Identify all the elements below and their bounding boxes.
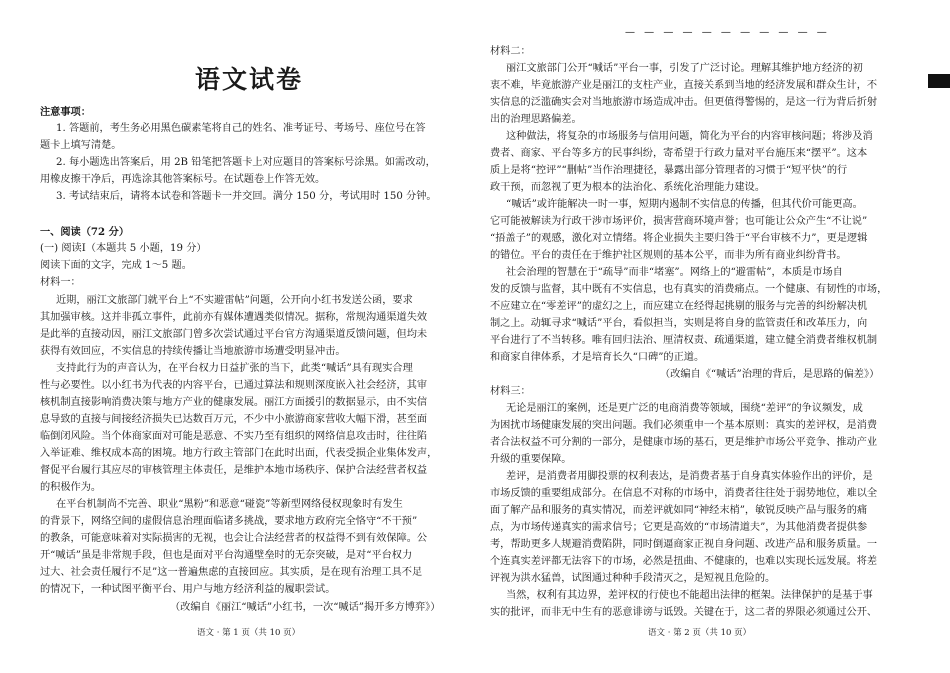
- body-line: 它可能被解读为行政干涉市场评价，损害营商环境声誉；也可能让公众产生“不让说”: [490, 216, 868, 227]
- exam-title: 语文试卷: [195, 65, 304, 94]
- notice-line: 3. 考试结束后，请将本试卷和答题卡一并交回。满分 150 分，考试用时 150 分钟。: [56, 191, 437, 202]
- body-line: 是此举的直接动因，丽江文旅部门曾多次尝试通过平台官方沟通渠道反馈问题，但均未: [40, 329, 428, 340]
- body-line: “捂盖子”的观感，激化对立情绪。将企业损失主要归咎于“平台审核不力”，更是逻辑: [490, 233, 868, 244]
- body-line: 近期，丽江文旅部门就平台上“不实避雷帖”问题，公开向小红书发送公函，要求: [56, 295, 413, 306]
- body-line: 这种做法，将复杂的市场服务与信用问题，简化为平台的内容审核问题；将涉及消: [506, 131, 873, 142]
- body-line: 点，为市场传递真实的需求信号；它更是高效的“市场清道夫”，为其他消费者提供参: [490, 522, 868, 533]
- source-citation: （改编自《丽江“喊话”小红书，一次“喊话”揭开多方博弈》）: [170, 602, 441, 613]
- body-line: “喊话”或许能解决一时一事，短期内遏制不实信息的传播，但其代价可能更高。: [506, 199, 863, 210]
- body-line: 实信息的泛滥确实会对当地旅游市场造成冲击。但更值得警惕的，是这一行为背后折射: [490, 97, 878, 108]
- body-line: 的情况下，一种试图平衡平台、用户与地方经济利益的履职尝试。: [40, 584, 336, 595]
- body-line: 其加强审核。这并非孤立事件，此前亦有媒体遭遇类似情况。据称，常规沟通渠道失效: [40, 312, 428, 323]
- body-line: 获得有效回应，不实信息的持续传播让当地旅游市场遭受明显冲击。: [40, 346, 346, 357]
- body-line: 不应建立在“零差评”的虚幻之上，而应建立在经得起挑剔的服务与完善的纠纷解决机: [490, 301, 868, 312]
- body-line: 评视为洪水猛兽，试图通过种种手段清灭之，是短视且危险的。: [490, 573, 776, 584]
- body-line: 临倒闭风险。当个体商家面对可能是恶意、不实乃至有组织的网络信息攻击时，往往陷: [40, 431, 428, 442]
- body-line: 为困扰市场健康发展的突出问题。我们必须重申一个基本原则：真实的差评权，是消费: [490, 420, 878, 431]
- body-line: 政干预，而忽视了更为根本的法治化、系统化治理能力建设。: [490, 182, 766, 193]
- material-label: 材料一：: [40, 277, 81, 288]
- body-line: 督促平台履行其应尽的审核管理主体责任，是维护本地市场秩序、保护合法经营者权益: [40, 465, 428, 476]
- body-line: 的背景下，网络空间的虚假信息治理面临诸多挑战，要求地方政府完全恪守“不干预”: [40, 516, 418, 527]
- body-line: 质上是将“控评”“删帖”当作治理捷径，暴露出部分管理者的习惯于“短平快”的行: [490, 165, 848, 176]
- body-line: 社会治理的智慧在于“疏导”而非“堵塞”。网络上的“避雷帖”，本质是市场自: [506, 267, 843, 278]
- body-line: 平台进行了不当转移。唯有回归法治、厘清权责、疏通渠道，建立健全消费者维权机制: [490, 335, 878, 346]
- notice-line: 题卡上填写清楚。: [40, 140, 122, 151]
- body-line: 个连真实差评都无法容下的市场，必然是扭曲、不健康的，也难以实现长远发展。将差: [490, 556, 878, 567]
- body-line: 发的反馈与监督，其中既有不实信息，也有真实的消费痛点。一个健康、有韧性的市场，: [490, 284, 888, 295]
- notice-heading: 注意事项：: [40, 106, 91, 118]
- body-line: 费者、商家、平台等多方的民事纠纷，寄希望于行政力量对平台施压来“摆平”。这本: [490, 148, 868, 159]
- exam-page-2: [478, 0, 950, 673]
- body-line: 性与必要性。以小红书为代表的内容平台，已通过算法和规则深度嵌入社会经济，其审: [40, 380, 428, 391]
- page-footer: 语文 · 第 1 页（共 10 页）: [197, 628, 301, 638]
- body-line: 出的治理思路偏差。: [490, 114, 582, 125]
- body-line: 和商家自律体系，才是培育长久“口碑”的正道。: [490, 352, 705, 363]
- body-line: 入举证难、维权成本高的困境。地方行政主管部门在此时出面，代表受损企业集体发声，: [40, 448, 438, 459]
- body-line: 的错位。平台的责任在于维护社区规则的基本公平，而非为所有商业纠纷背书。: [490, 250, 847, 261]
- body-line: 在平台机制尚不完善、职业“黑粉”和恶意“碰瓷”等新型网络侵权现象时有发生: [56, 499, 403, 510]
- material-label: 材料二：: [490, 46, 531, 57]
- material-label: 材料三：: [490, 386, 531, 397]
- exam-page-1: [0, 0, 470, 673]
- source-citation: （改编自《“喊话”治理的背后，是思路的偏差》）: [660, 369, 880, 380]
- notice-line: 1. 答题前，考生务必用黑色碳素笔将自己的姓名、准考证号、考场号、座位号在答: [56, 123, 426, 134]
- section-heading: 一、阅读（72 分）: [40, 226, 130, 238]
- body-line: 的教条，可能意味着对实际损害的无视，也会让合法经营者的权益得不到有效保障。公: [40, 533, 428, 544]
- body-line: 差评，是消费者用脚投票的权利表达，是消费者基于自身真实体验作出的评价，是: [506, 471, 873, 482]
- body-line: 制之上。动辄寻求“喊话”平台，看似担当，实则是将自身的监管责任和改革压力，向: [490, 318, 868, 329]
- body-line: 支持此行为的声音认为，在平台权力日益扩张的当下，此类“喊话”具有现实合理: [56, 363, 413, 374]
- body-line: 市场反馈的重要组成部分。在信息不对称的市场中，消费者往往处于弱势地位，难以全: [490, 488, 878, 499]
- subsection-heading: (一) 阅读Ⅰ（本题共 5 小题，19 分）: [40, 243, 207, 254]
- body-line: 者合法权益不可分割的一部分，是健康市场的基石，更是维护市场公平竞争、推动产业: [490, 437, 878, 448]
- page-footer: 语文 · 第 2 页（共 10 页）: [648, 628, 752, 638]
- body-line: 开“喊话”虽是非常规手段，但也是面对平台沟通壁垒时的无奈突破，是对“平台权力: [40, 550, 413, 561]
- instruction: 阅读下面的文字，完成 1～5 题。: [40, 260, 192, 271]
- body-line: 考，帮助更多人规避消费陷阱，同时倒逼商家正视自身问题、改进产品和服务质量。一: [490, 539, 878, 550]
- body-line: 核机制直接影响消费决策与地方产业的健康发展。丽江方面援引的数据显示，由不实信: [40, 397, 428, 408]
- body-line: 实的批评，而非无中生有的恶意诽谤与诋毁。关键在于，这二者的界限必须通过公开、: [490, 607, 878, 618]
- body-line: 面了解产品和服务的真实情况，而差评就如同“神经末梢”，敏锐反映产品与服务的痛: [490, 505, 868, 516]
- cut-line-dashes: — — — — — — — — — — —: [625, 27, 830, 38]
- body-line: 的积极作为。: [40, 482, 102, 493]
- notice-line: 2. 每小题选出答案后，用 2B 铅笔把答题卡上对应题目的答案标号涂黑。如需改动，: [56, 157, 436, 168]
- body-line: 升级的重要保障。: [490, 454, 572, 465]
- body-line: 丽江文旅部门公开“喊话”平台一事，引发了广泛讨论。理解其维护地方经济的初: [506, 63, 863, 74]
- body-line: 当然，权利有其边界，差评权的行使也不能超出法律的框架。法律保护的是基于事: [506, 590, 873, 601]
- body-line: 无论是丽江的案例，还是更广泛的电商消费等领域，围绕“差评”的争议频发，成: [506, 403, 863, 414]
- body-line: 过大、社会责任履行不足”这一普遍焦虑的直接回应。其实质，是在现有治理工具不足: [40, 567, 423, 578]
- notice-line: 用橡皮擦干净后，再选涂其他答案标号。在试题卷上作答无效。: [40, 174, 326, 185]
- body-line: 息导致的直接与间接经济损失已达数百万元，不少中小旅游商家营收大幅下滑，甚至面: [40, 414, 428, 425]
- body-line: 衷不难，毕竟旅游产业是丽江的支柱产业，直接关系到当地的经济发展和群众生计，不: [490, 80, 878, 91]
